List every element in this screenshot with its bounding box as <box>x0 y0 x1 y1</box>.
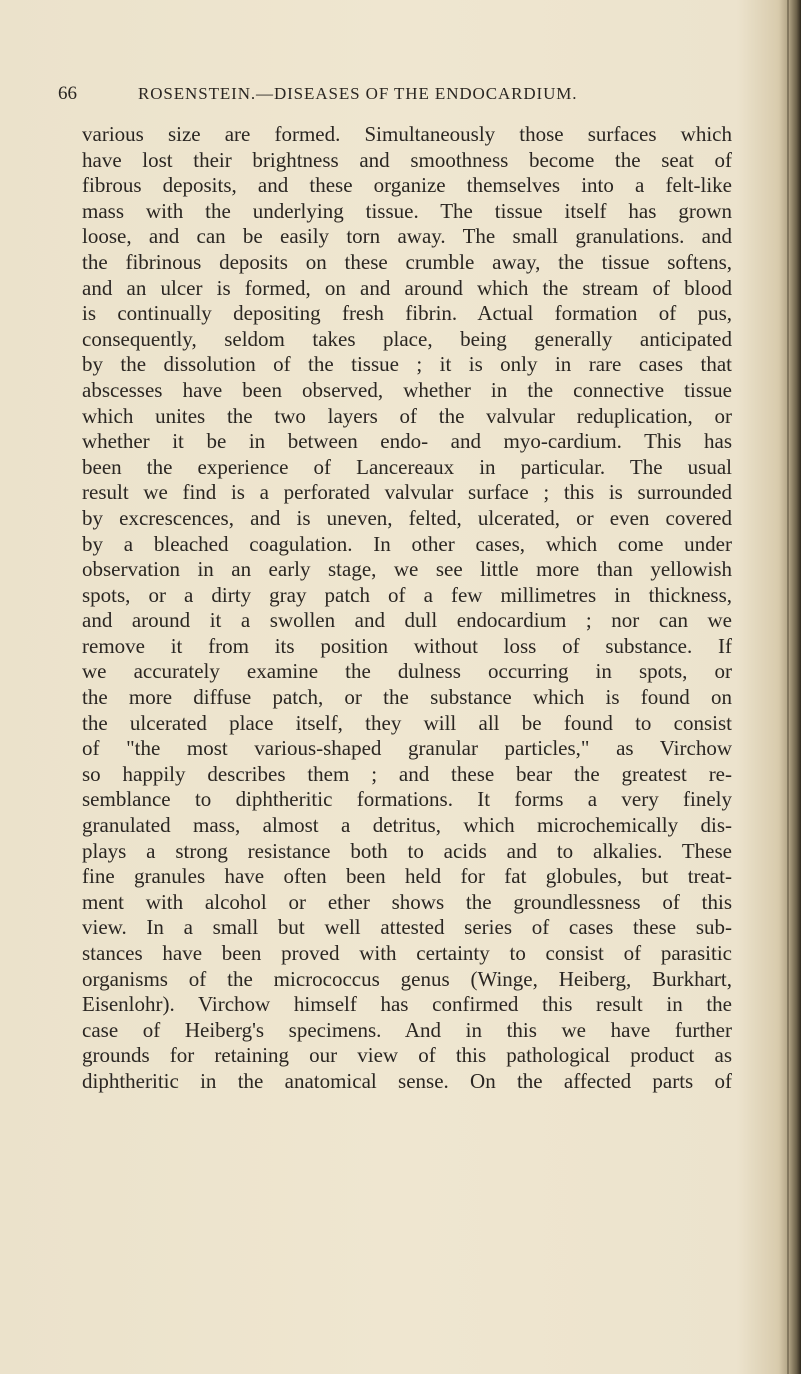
text-line: fibrous deposits, and these organize themselves into a felt-like <box>82 173 732 198</box>
text-line: by the dissolution of the tissue ; it is only in rare cases that <box>82 352 732 377</box>
text-line: result we find is a perforated valvular surface ; this is surrounded <box>82 480 732 505</box>
text-line: abscesses have been observed, whether in the connective tissue <box>82 377 732 402</box>
text-line: the more diffuse patch, or the substance which is found on <box>82 685 732 710</box>
text-line: fine granules have often been held for fat globules, but treat- <box>82 864 732 889</box>
text-line: stances have been proved with certainty to consist of parasitic <box>82 941 732 965</box>
text-line: mass with the underlying tissue. The tissue itself has grown <box>82 198 732 223</box>
text-line: observation in an early stage, we see little more than yellowish <box>82 557 732 582</box>
text-line: the fibrinous deposits on these crumble away, the tissue softens, <box>82 249 732 274</box>
text-line: case of Heiberg's specimens. And in this we have further <box>82 1017 732 1042</box>
body-text <box>82 122 732 1095</box>
text-line: organisms of the micrococcus genus (Winge, Heiberg, Burkhart, <box>82 966 732 991</box>
text-line: and an ulcer is formed, on and around which the stream of blood <box>82 275 732 300</box>
text-line: grounds for retaining our view of this pathological product as <box>82 1043 732 1068</box>
text-line: ment with alcohol or ether shows the groundlessness of this <box>82 889 732 914</box>
page-edge-shadow <box>779 0 801 1374</box>
text-line: view. In a small but well attested series of cases these sub- <box>82 915 732 940</box>
text-line: by a bleached coagulation. In other cases, which come under <box>82 531 732 556</box>
text-line: of "the most various-shaped granular particles," as Virchow <box>82 736 732 761</box>
page-number: 66 <box>58 83 77 104</box>
text-line: semblance to diphtheritic formations. It forms a very finely <box>82 787 732 812</box>
text-line: have lost their brightness and smoothness become the seat of <box>82 147 732 172</box>
running-head <box>58 83 758 107</box>
text-line: and around it a swollen and dull endocardium ; nor can we <box>82 608 732 633</box>
text-line: by excrescences, and is uneven, felted, ulcerated, or even covered <box>82 505 732 530</box>
text-line: we accurately examine the dulness occurring in spots, or <box>82 659 732 684</box>
text-line: granulated mass, almost a detritus, which microchemically dis- <box>82 813 732 838</box>
text-line: various size are formed. Simultaneously those surfaces which <box>82 122 732 146</box>
text-line: plays a strong resistance both to acids and to alkalies. These <box>82 838 732 863</box>
text-line: is continually depositing fresh fibrin. Actual formation of pus, <box>82 301 732 326</box>
text-line: loose, and can be easily torn away. The small granulations. and <box>82 224 732 249</box>
text-line: Eisenlohr). Virchow himself has confirmed this result in the <box>82 992 732 1017</box>
text-line: spots, or a dirty gray patch of a few millimetres in thickness, <box>82 582 732 607</box>
text-line: remove it from its position without loss of substance. If <box>82 633 732 658</box>
text-line: the ulcerated place itself, they will all be found to consist <box>82 710 732 735</box>
text-line: consequently, seldom takes place, being generally anticipated <box>82 326 732 351</box>
text-line: whether it be in between endo- and myo-cardium. This has <box>82 429 732 454</box>
running-title: ROSENSTEIN.—DISEASES OF THE ENDOCARDIUM. <box>138 84 578 103</box>
text-line: which unites the two layers of the valvular reduplication, or <box>82 403 732 428</box>
text-line: been the experience of Lancereaux in particular. The usual <box>82 454 732 479</box>
text-line: so happily describes them ; and these bear the greatest re- <box>82 761 732 786</box>
text-line: diphtheritic in the anatomical sense. On the affected parts of <box>82 1068 732 1093</box>
